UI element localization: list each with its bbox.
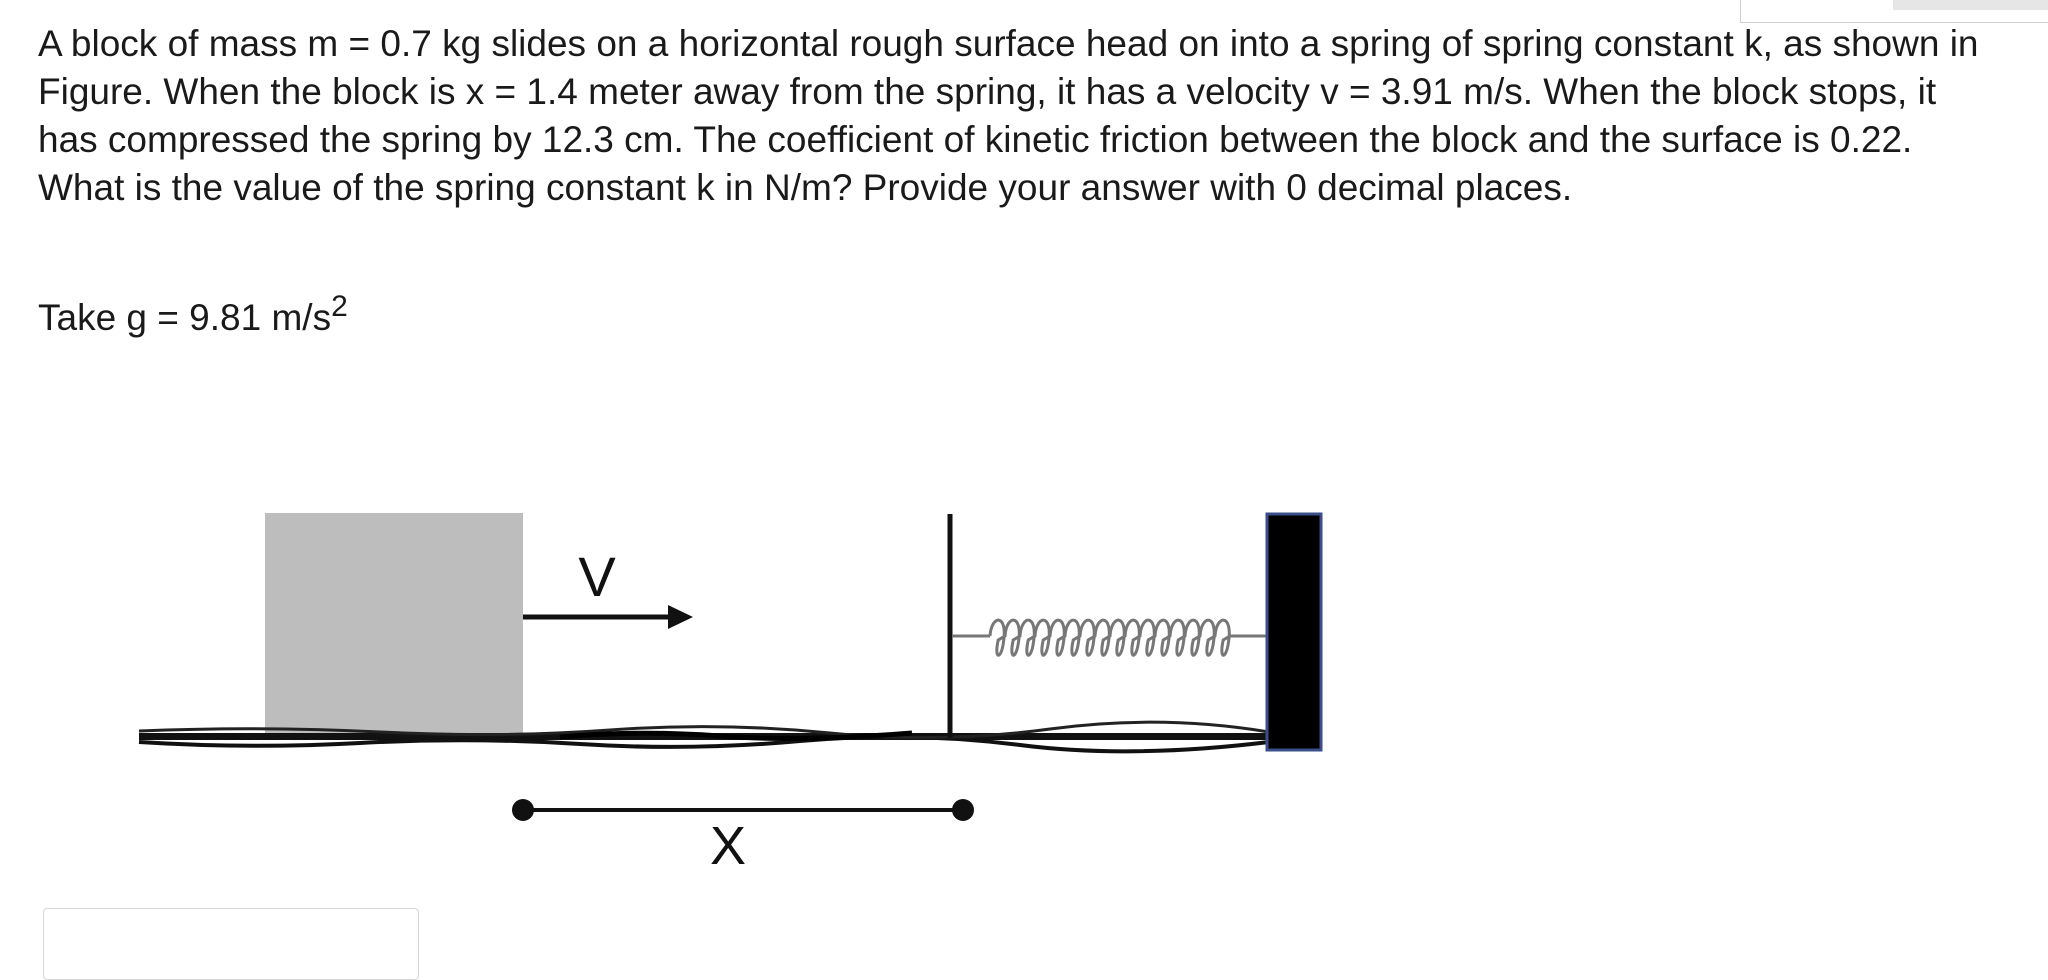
question-text: A block of mass m = 0.7 kg slides on a horizontal rough surface head on into a spring of spring constant k, as shown in Figure. When the block is x = 1.4 meter away from the spring, it has a velocity v = 3.91 m/s. When the block stops, it has compressed the spring by 12.3 cm. The coefficient of kinetic friction between the block and the surface is 0.22. What is the value of the spring constant k in N/m? Provide your answer with 0 decimal places. <box>38 23 1979 208</box>
gravity-exponent: 2 <box>331 290 348 323</box>
spring <box>952 620 1268 655</box>
distance-label: X <box>709 816 747 876</box>
answer-input[interactable] <box>43 908 419 980</box>
velocity-arrow <box>523 605 693 629</box>
gravity-text: Take g = 9.81 m/s <box>38 297 332 338</box>
velocity-label: V <box>578 545 616 608</box>
block <box>265 513 523 736</box>
wall <box>1267 514 1321 750</box>
